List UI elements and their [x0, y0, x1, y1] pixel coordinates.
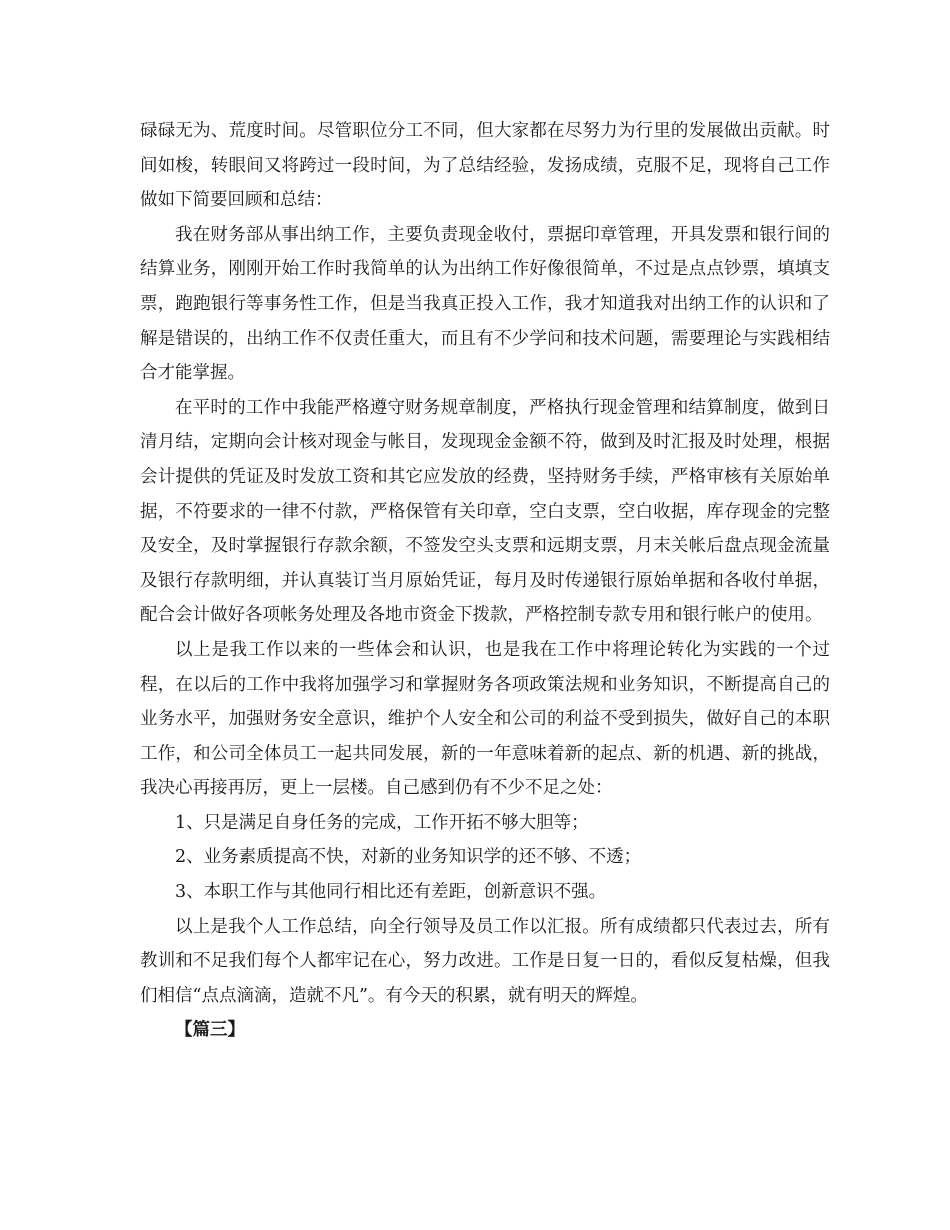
paragraph-cashier-duties: 我在财务部从事出纳工作，主要负责现金收付，票据印章管理，开具发票和银行间的结算业务，刚刚开始工作时我简单的认为出纳工作好像很简单，不过是点点钞票，填填支票，跑跑银行等事务性工作，但是当我真正投入工作，我才知道我对出纳工作的认识和了解是错误的，出纳工作不仅责任重大，而且有不少学问和技术问题，需要理论与实践相结合才能掌握。 — [140, 224, 830, 384]
list-item-shortcoming-1: 1、只是满足自身任务的完成，工作开拓不够大胆等； — [175, 812, 589, 833]
paragraph-intro: 碌碌无为、荒度时间。尽管职位分工不同，但大家都在尽努力为行里的发展做出贡献。时间如梭，转眼间又将跨过一段时间，为了总结经验，发扬成绩，克服不足，现将自己工作做如下简要回顾和总结： — [140, 121, 830, 211]
document-body — [140, 114, 830, 1048]
list-item-shortcoming-2: 2、业务素质提高不快，对新的业务知识学的还不够、不透； — [175, 847, 642, 868]
paragraph-daily-work: 在平时的工作中我能严格遵守财务规章制度，严格执行现金管理和结算制度，做到日清月结，定期向会计核对现金与帐目，发现现金金额不符，做到及时汇报及时处理，根据会计提供的凭证及时发放工资和其它应发放的经费，坚持财务手续，严格审核有关原始单据，不符要求的一律不付款，严格保管有关印章，空白支票，空白收据，库存现金的完整及安全，及时掌握银行存款余额，不签发空头支票和远期支票，月末关帐后盘点现金流量及银行存款明细，并认真装订当月原始凭证，每月及时传递银行原始单据和各收付单据，配合会计做好各项帐务处理及各地市资金下拨款，严格控制专款专用和银行帐户的使用。 — [140, 397, 830, 626]
paragraph-conclusion: 以上是我个人工作总结，向全行领导及员工作以汇报。所有成绩都只代表过去，所有教训和不足我们每个人都牢记在心，努力改进。工作是日复一日的，看似反复枯燥，但我们相信“点点滴滴，造就不凡”。有今天的积累，就有明天的辉煌。 — [140, 916, 830, 1006]
list-item-shortcoming-3: 3、本职工作与其他同行相比还有差距，创新意识不强。 — [175, 882, 607, 903]
paragraph-reflection: 以上是我工作以来的一些体会和认识，也是我在工作中将理论转化为实践的一个过程，在以后的工作中我将加强学习和掌握财务各项政策法规和业务知识，不断提高自己的业务水平，加强财务安全意识，维护个人安全和公司的利益不受到损失，做好自己的本职工作，和公司全体员工一起共同发展，新的一年意味着新的起点、新的机遇、新的挑战，我决心再接再厉，更上一层楼。自己感到仍有不少不足之处： — [140, 639, 830, 799]
section-heading: 【篇三】 — [175, 1020, 245, 1041]
